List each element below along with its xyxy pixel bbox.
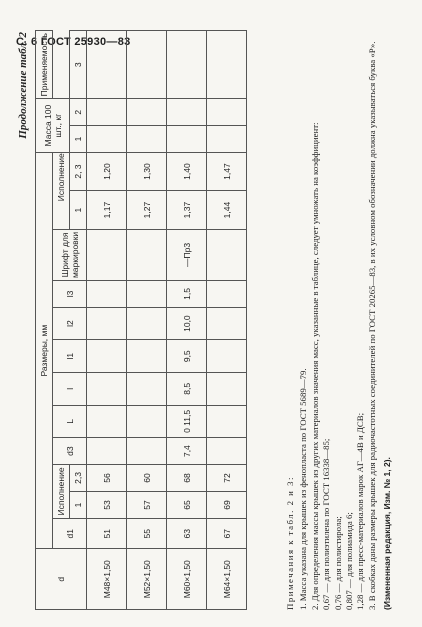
- cell-marking: —Пр3: [167, 229, 207, 280]
- cell-apply-3: [87, 31, 127, 99]
- note-1: 1. Масса указана для крышек из фенопласта по ГОСТ 5689—79.: [298, 368, 309, 610]
- note-2-coef-2: 0,76 — для полистирола;: [332, 516, 343, 610]
- cell-mass-23: 1,20: [87, 152, 127, 191]
- notes-block: [285, 35, 394, 610]
- cell-d2-23: 68: [167, 464, 207, 491]
- cell-l3: [127, 281, 167, 308]
- cell-l3: [207, 281, 247, 308]
- cell-d2-23: 60: [127, 464, 167, 491]
- cell-L: [207, 405, 247, 438]
- cell-mass-23: 1,30: [127, 152, 167, 191]
- cell-mass-23: 1,40: [167, 152, 207, 191]
- cell-d2-23: 72: [207, 464, 247, 491]
- cell-l: [127, 373, 167, 406]
- header-l2: l2: [53, 307, 87, 340]
- header-d1: d1: [53, 518, 87, 549]
- page-header: С. 6 ГОСТ 25930—83: [16, 36, 131, 48]
- cell-mass-1: 1,27: [127, 191, 167, 230]
- header-d2-ispolnenie: Исполнение: [53, 464, 70, 518]
- dimensions-table: [35, 30, 247, 610]
- header-marking: Шрифт для маркировки: [53, 229, 87, 280]
- header-mass-23: 2, 3: [70, 152, 87, 191]
- table-row: [127, 31, 167, 610]
- cell-l: 8,5: [167, 373, 207, 406]
- cell-d3: [127, 438, 167, 465]
- cell-l2: [207, 307, 247, 340]
- cell-d1: 67: [207, 518, 247, 549]
- cell-L: [87, 405, 127, 438]
- cell-apply-1: [87, 126, 127, 153]
- cell-d3: [207, 438, 247, 465]
- cell-apply-2: [167, 99, 207, 126]
- header-d2-23: 2,3: [70, 464, 87, 491]
- header-mass-1: 1: [70, 191, 87, 230]
- cell-l: [87, 373, 127, 406]
- cell-d: М64×1,50: [207, 549, 247, 610]
- header-apply-3: 3: [70, 31, 87, 99]
- cell-mass-1: 1,17: [87, 191, 127, 230]
- cell-l: [207, 373, 247, 406]
- edition-note: (Измененная редакция, Изм. № 1, 2).: [382, 457, 393, 610]
- cell-l1: [127, 340, 167, 373]
- note-2-coef-4: 1,28 — для пресс-материалов марок АГ—4В и ДСВ;: [355, 412, 366, 610]
- header-apply-1: 1: [70, 126, 87, 153]
- header-d2-1: 1: [70, 491, 87, 518]
- header-sizes: Размеры, мм: [36, 152, 53, 549]
- header-apply-2: 2: [70, 99, 87, 126]
- cell-mass-23: 1,47: [207, 152, 247, 191]
- cell-mass-1: 1,37: [167, 191, 207, 230]
- cell-d1: 51: [87, 518, 127, 549]
- note-3: 3. В скобках даны размеры крышек для радиочастотных соединителей по ГОСТ 20265—83, в их условном обозначении должна указываться буква «Р».: [366, 41, 377, 610]
- cell-L: [127, 405, 167, 438]
- header-l3: l3: [53, 281, 87, 308]
- cell-l2: [127, 307, 167, 340]
- header-l1: l1: [53, 340, 87, 373]
- header-L: L: [53, 405, 87, 438]
- header-apply-ispolnenie: Исполнение: [53, 126, 70, 230]
- cell-d2-1: 65: [167, 491, 207, 518]
- header-d3: d3: [53, 438, 87, 465]
- cell-d: М60×1,50: [167, 549, 207, 610]
- cell-l3: [87, 281, 127, 308]
- header-applicability: Применяемость: [36, 31, 53, 99]
- cell-apply-3: [167, 31, 207, 99]
- header-mass: Масса 100 шт., кг: [36, 99, 70, 152]
- cell-apply-3: [207, 31, 247, 99]
- cell-apply-2: [87, 99, 127, 126]
- note-2-coef-1: 0,67 — для полиэтилена по ГОСТ 16338—85;: [321, 438, 332, 610]
- cell-d2-1: 57: [127, 491, 167, 518]
- notes-title: Примечания к табл. 2 и 3:: [285, 476, 295, 610]
- note-2-coef-3: 0,807 — для полиамида 6;: [344, 512, 355, 610]
- cell-marking: [207, 229, 247, 280]
- cell-l1: [207, 340, 247, 373]
- cell-d: М48×1,50: [87, 549, 127, 610]
- cell-d1: 55: [127, 518, 167, 549]
- cell-apply-1: [127, 126, 167, 153]
- cell-l1: [87, 340, 127, 373]
- cell-l3: 1,5: [167, 281, 207, 308]
- cell-apply-1: [167, 126, 207, 153]
- cell-marking: [127, 229, 167, 280]
- rotated-content: [15, 30, 407, 610]
- cell-d2-1: 69: [207, 491, 247, 518]
- cell-mass-1: 1,44: [207, 191, 247, 230]
- cell-d1: 63: [167, 518, 207, 549]
- table-row: [87, 31, 127, 610]
- cell-L: 0 11,5: [167, 405, 207, 438]
- table-row: [207, 31, 247, 610]
- header-d: d: [36, 549, 87, 610]
- cell-l1: 9,5: [167, 340, 207, 373]
- cell-d2-1: 53: [87, 491, 127, 518]
- cell-d2-23: 56: [87, 464, 127, 491]
- cell-d3: [87, 438, 127, 465]
- cell-apply-2: [127, 99, 167, 126]
- header-l: l: [53, 373, 87, 406]
- table-row: [167, 31, 207, 610]
- cell-apply-3: [127, 31, 167, 99]
- continuation-title: Продолжение табл. 2: [17, 32, 29, 139]
- cell-apply-2: [207, 99, 247, 126]
- note-2: 2. Для определения массы крышек из других материалов значения масс, указанные в таблице, следует умножать на коэффициент:: [309, 122, 320, 610]
- cell-l2: 10,0: [167, 307, 207, 340]
- cell-marking: [87, 229, 127, 280]
- cell-d: М52×1,50: [127, 549, 167, 610]
- cell-apply-1: [207, 126, 247, 153]
- cell-d3: 7,4: [167, 438, 207, 465]
- cell-l2: [87, 307, 127, 340]
